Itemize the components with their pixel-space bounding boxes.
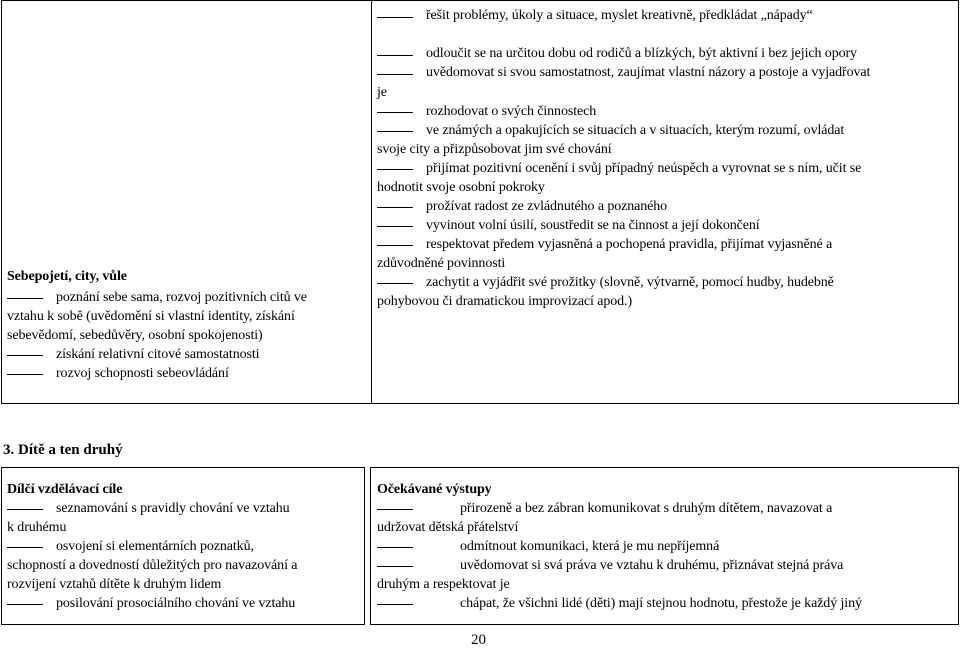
list-item: přirozeně a bez zábran komunikovat s druhým dítětem, navazovat a xyxy=(460,501,833,516)
list-item-continuation: schopností a dovedností důležitých pro navazování a xyxy=(7,558,298,573)
section-heading: Sebepojetí, city, vůle xyxy=(7,269,127,284)
table-goals xyxy=(1,467,365,625)
list-dash xyxy=(377,226,413,227)
list-item: řešit problémy, úkoly a situace, myslet kreativně, předkládat „nápady“ xyxy=(426,8,813,23)
list-item: rozhodovat o svých činnostech xyxy=(426,104,597,119)
list-dash xyxy=(377,131,413,132)
list-dash xyxy=(377,566,413,567)
list-dash xyxy=(377,17,413,18)
table-expected-outputs xyxy=(370,467,959,625)
list-dash xyxy=(377,112,413,113)
list-dash xyxy=(377,509,413,510)
list-item-continuation: svoje city a přizpůsobovat jim své chování xyxy=(377,142,612,157)
list-item: vyvinout volní úsilí, soustředit se na činnost a její dokončení xyxy=(426,218,760,233)
list-dash xyxy=(377,283,413,284)
goals-cell-self-concept xyxy=(2,1,371,403)
list-item: zachytit a vyjádřit své prožitky (slovně, výtvarně, pomocí hudby, hudebně xyxy=(426,275,834,290)
list-dash xyxy=(7,604,43,605)
list-item-continuation: hodnotit svoje osobní pokroky xyxy=(377,180,545,195)
list-item-continuation: je xyxy=(377,85,387,100)
list-item: přijímat pozitivní ocenění i svůj případný neúspěch a vyrovnat se s ním, učit se xyxy=(426,161,862,176)
list-dash xyxy=(7,355,43,356)
list-item-continuation: zdůvodněné povinnosti xyxy=(377,256,506,271)
table-self-concept xyxy=(1,0,959,404)
column-heading: Očekávané výstupy xyxy=(377,482,492,497)
list-dash xyxy=(377,604,413,605)
list-dash xyxy=(377,207,413,208)
list-item: ve známých a opakujících se situacích a v situacích, kterým rozumí, ovládat xyxy=(426,123,845,138)
list-item-continuation: pohybovou či dramatickou improvizací apod.) xyxy=(377,294,633,309)
list-item: prožívat radost ze zvládnutého a poznaného xyxy=(426,199,668,214)
list-dash xyxy=(377,55,413,56)
list-item: poznání sebe sama, rozvoj pozitivních citů ve xyxy=(56,290,307,305)
list-dash xyxy=(7,298,43,299)
list-item: osvojení si elementárních poznatků, xyxy=(56,539,254,554)
list-item-continuation: k druhému xyxy=(7,520,67,535)
list-dash xyxy=(377,74,413,75)
list-item: odloučit se na určitou dobu od rodičů a blízkých, být aktivní i bez jejich opory xyxy=(426,46,857,61)
list-item-continuation: sebevědomí, sebedůvěry, osobní spokojenosti) xyxy=(7,328,263,343)
list-dash xyxy=(7,547,43,548)
column-heading: Dílčí vzdělávací cíle xyxy=(7,482,123,497)
list-item: chápat, že všichni lidé (děti) mají stejnou hodnotu, přestože je každý jiný xyxy=(460,596,862,611)
list-item: posilování prosociálního chování ve vztahu xyxy=(56,596,296,611)
list-dash xyxy=(377,245,413,246)
list-item-continuation: druhým a respektovat je xyxy=(377,577,510,592)
list-item: získání relativní citové samostatnosti xyxy=(56,347,260,362)
list-item: odmítnout komunikaci, která je mu nepříjemná xyxy=(460,539,720,554)
list-item-continuation: rozvíjení vztahů dítěte k druhým lidem xyxy=(7,577,222,592)
list-dash xyxy=(377,169,413,170)
list-dash xyxy=(7,509,43,510)
list-item: uvědomovat si svá práva ve vztahu k druhému, přiznávat stejná práva xyxy=(460,558,844,573)
list-item: seznamování s pravidly chování ve vztahu xyxy=(56,501,290,516)
section-title: 3. Dítě a ten druhý xyxy=(3,442,123,458)
list-dash xyxy=(7,374,43,375)
list-item: rozvoj schopnosti sebeovládání xyxy=(56,366,229,381)
outputs-cell-self-concept xyxy=(372,1,959,403)
list-item: uvědomovat si svou samostatnost, zaujímat vlastní názory a postoje a vyjadřovat xyxy=(426,65,871,80)
list-dash xyxy=(377,547,413,548)
list-item-continuation: udržovat dětská přátelství xyxy=(377,520,519,535)
list-item: respektovat předem vyjasněná a pochopená pravidla, přijímat vyjasněné a xyxy=(426,237,833,252)
list-item-continuation: vztahu k sobě (uvědomění si vlastní identity, získání xyxy=(7,309,295,324)
page-number: 20 xyxy=(471,632,486,648)
